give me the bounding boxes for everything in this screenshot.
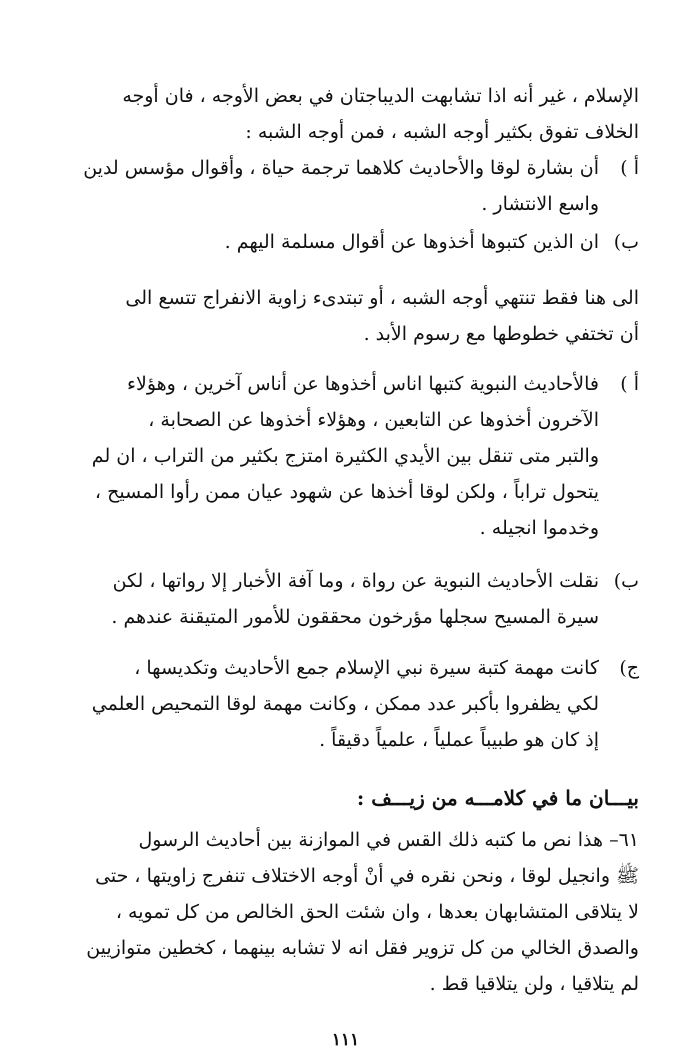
similarity-a-line-1: أن بشارة لوقا والأحاديث كلاهما ترجمة حياة ، وأقوال مؤسس لدين [83, 157, 599, 179]
similarity-b-line-1: ان الذين كتبوها أخذوها عن أقوال مسلمة اليهم . [224, 231, 599, 253]
item-marker: أ ) [620, 157, 639, 179]
paragraph-61 [52, 822, 639, 1002]
transition-paragraph [52, 280, 639, 352]
transition-line-2: أن تختفي خطوطها مع رسوم الأبد . [363, 323, 639, 345]
paragraph-61-line-2: ﷺ وانجيل لوقا ، ونحن نقره في أنْ أوجه الاختلاف تنفرج زاويتها ، حتى [95, 865, 639, 887]
item-marker: ب) [613, 231, 639, 253]
section-heading: بيـــان ما في كلامـــه من زيـــف : [356, 786, 639, 810]
paragraph-61-line-5: لم يتلاقيا ، ولن يتلاقيا قط . [429, 973, 639, 995]
difference-a-line-1: فالأحاديث النبوية كتبها اناس أخذوها عن أناس آخرين ، وهؤلاء [127, 373, 599, 395]
intro-paragraph [52, 78, 639, 150]
item-marker: ج) [619, 657, 639, 679]
difference-c-line-1: كانت مهمة كتبة سيرة نبي الإسلام جمع الأحاديث وتكديسها ، [134, 657, 599, 679]
item-marker: ب) [613, 570, 639, 592]
similarity-a-line-2: واسع الانتشار . [481, 193, 599, 215]
item-marker: أ ) [620, 373, 639, 395]
difference-b-line-1: نقلت الأحاديث النبوية عن رواة ، وما آفة الأخبار إلا رواتها ، لكن [112, 570, 599, 592]
difference-a-line-5: وخدموا انجيله . [479, 517, 599, 539]
page-number: ١١١ [331, 1030, 360, 1050]
intro-line-1: الإسلام ، غير أنه اذا تشابهت الديباجتان في بعض الأوجه ، فان أوجه [122, 85, 639, 107]
difference-a-line-3: والتبر متى تنقل بين الأيدي الكثيرة امتزج بكثير من التراب ، ان لم [91, 445, 599, 467]
difference-a-line-2: الآخرون أخذوها عن التابعين ، وهؤلاء أخذوها عن الصحابة ، [148, 409, 599, 431]
similarity-item-b [52, 224, 639, 260]
difference-a-line-4: يتحول تراباً ، ولكن لوقا أخذها عن شهود عيان ممن رأوا المسيح ، [94, 481, 599, 503]
difference-b-line-2: سيرة المسيح سجلها مؤرخون محققون للأمور المتيقنة عندهم . [111, 606, 599, 628]
paragraph-61-line-1: ٦١– هذا نص ما كتبه ذلك القس في الموازنة بين أحاديث الرسول [138, 829, 639, 851]
paragraph-61-line-3: لا يتلاقى المتشابهان بعدها ، وان شئت الحق الخالص من كل تمويه ، [115, 901, 639, 923]
transition-line-1: الى هنا فقط تنتهي أوجه الشبه ، أو تبتدىء زاوية الانفراج تتسع الى [125, 287, 639, 309]
paragraph-61-line-4: والصدق الخالي من كل تزوير فقل انه لا تشابه بينهما ، كخطين متوازيين [86, 937, 639, 959]
difference-item-b [52, 563, 639, 635]
difference-item-a [52, 366, 639, 546]
difference-c-line-3: إذ كان هو طبيباً عملياً ، علمياً دقيقاً . [319, 729, 599, 751]
difference-c-line-2: لكي يظفروا بأكبر عدد ممكن ، وكانت مهمة لوقا التمحيص العلمي [91, 693, 599, 715]
similarity-item-a [52, 150, 639, 222]
difference-item-c [52, 650, 639, 758]
intro-line-2: الخلاف تفوق بكثير أوجه الشبه ، فمن أوجه الشبه : [245, 121, 639, 143]
